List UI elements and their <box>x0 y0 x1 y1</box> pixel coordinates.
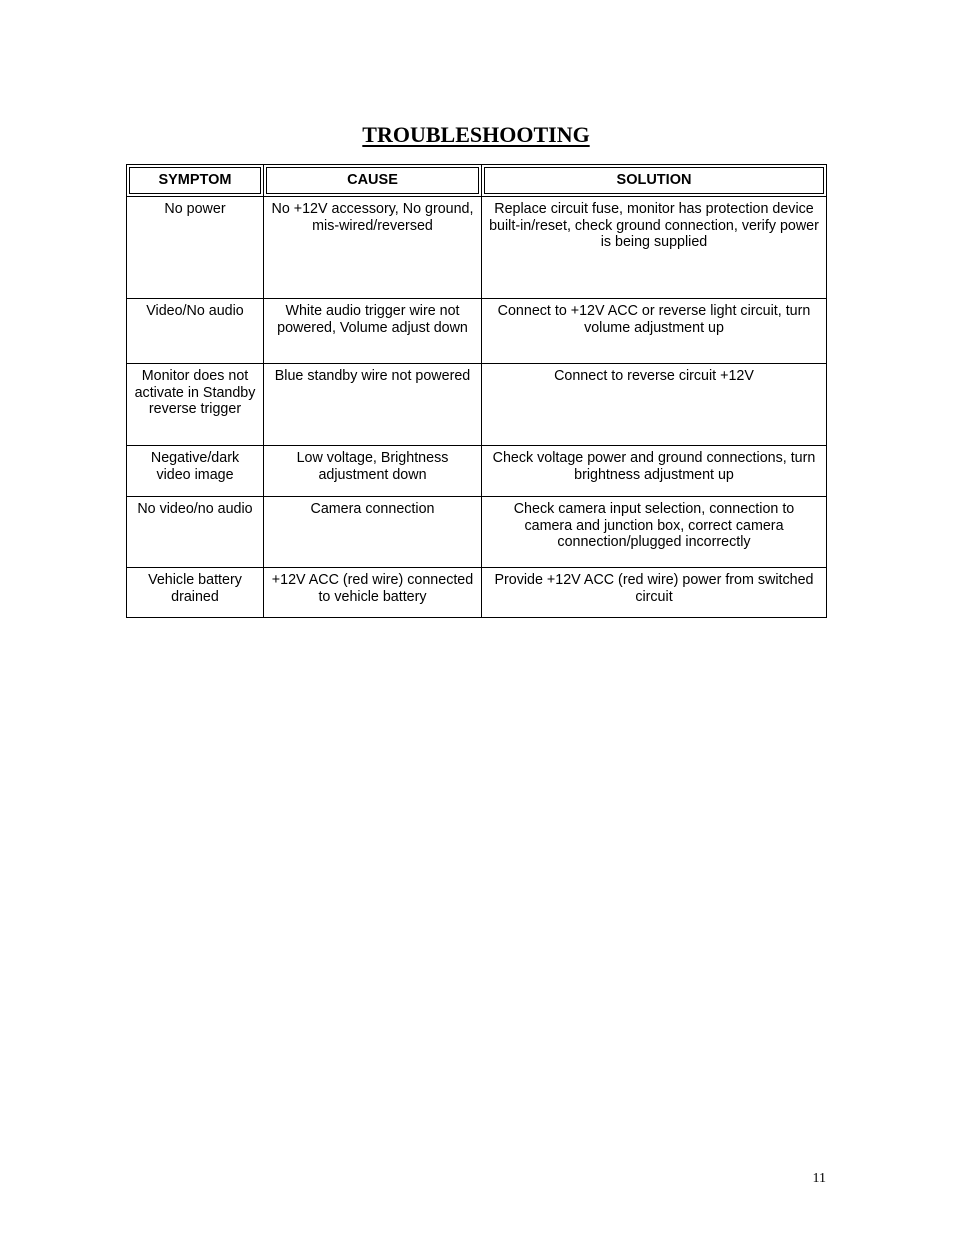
page-title: TROUBLESHOOTING <box>362 122 590 147</box>
symptom-cell: Video/No audio <box>127 299 264 364</box>
cause-cell: Blue standby wire not powered <box>264 364 482 446</box>
header-cause <box>264 165 482 197</box>
symptom-cell: Monitor does not activate in Standby reverse trigger <box>127 364 264 446</box>
solution-cell: Connect to +12V ACC or reverse light circuit, turn volume adjustment up <box>482 299 827 364</box>
header-symptom-label: SYMPTOM <box>129 167 261 194</box>
symptom-cell: Vehicle battery drained <box>127 568 264 618</box>
table-row <box>127 568 827 618</box>
page-number: 11 <box>812 1171 826 1186</box>
symptom-cell: Negative/dark video image <box>127 446 264 497</box>
header-symptom <box>127 165 264 197</box>
cause-cell: No +12V accessory, No ground, mis-wired/reversed <box>264 197 482 299</box>
header-solution-label: SOLUTION <box>484 167 824 194</box>
table-row <box>127 497 827 568</box>
symptom-cell: No video/no audio <box>127 497 264 568</box>
solution-cell: Connect to reverse circuit +12V <box>482 364 827 446</box>
table-row <box>127 299 827 364</box>
solution-cell: Check camera input selection, connection to camera and junction box, correct camera connection/plugged incorrectly <box>482 497 827 568</box>
solution-cell: Replace circuit fuse, monitor has protection device built-in/reset, check ground connection, verify power is being supplied <box>482 197 827 299</box>
troubleshooting-table <box>126 164 827 618</box>
cause-cell: Camera connection <box>264 497 482 568</box>
table-header-row <box>127 165 827 197</box>
cause-cell: White audio trigger wire not powered, Volume adjust down <box>264 299 482 364</box>
solution-cell: Check voltage power and ground connections, turn brightness adjustment up <box>482 446 827 497</box>
solution-cell: Provide +12V ACC (red wire) power from switched circuit <box>482 568 827 618</box>
cause-cell: Low voltage, Brightness adjustment down <box>264 446 482 497</box>
cause-cell: +12V ACC (red wire) connected to vehicle battery <box>264 568 482 618</box>
table-row <box>127 197 827 299</box>
table-row <box>127 446 827 497</box>
header-cause-label: CAUSE <box>266 167 479 194</box>
table-row <box>127 364 827 446</box>
troubleshooting-table-container <box>126 164 826 618</box>
symptom-cell: No power <box>127 197 264 299</box>
header-solution <box>482 165 827 197</box>
